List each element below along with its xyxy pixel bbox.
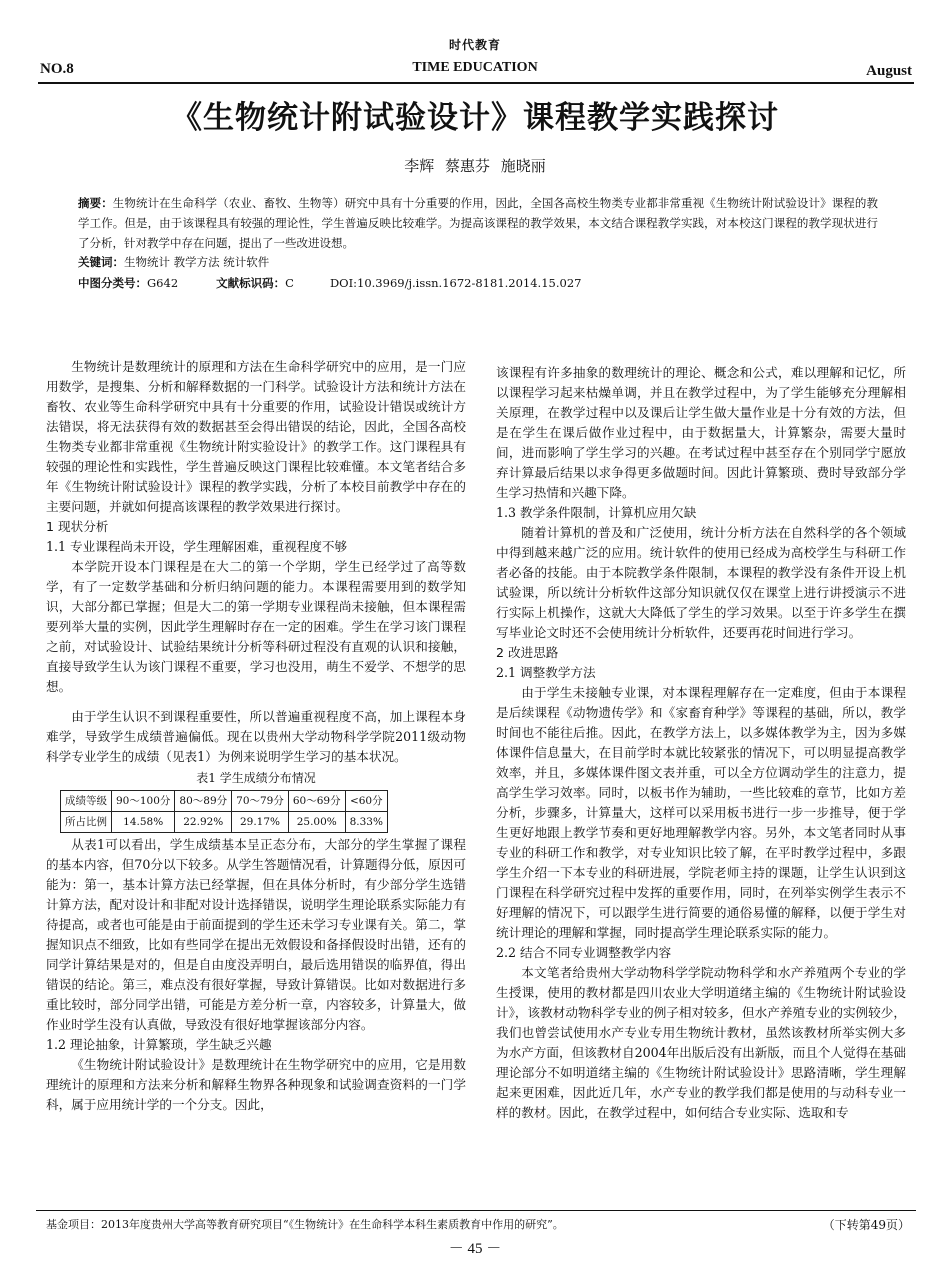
table-cell: 29.17% [232, 812, 289, 833]
abstract [78, 193, 878, 253]
journal-name-en: TIME EDUCATION [412, 60, 538, 75]
subsection-heading-1-1: 1.1 专业课程尚未开设，学生理解困难，重视程度不够 [46, 539, 348, 554]
table-row [61, 812, 388, 833]
table-cell: 70～79分 [232, 791, 289, 812]
doi: DOI:10.3969/j.issn.1672-8181.2014.15.027 [329, 276, 582, 290]
table-row [61, 791, 388, 812]
body-paragraph: 本学院开设本门课程是在大二的第一个学期，学生已经学过了高等数学，有了一定数学基础和分析归纳问题的能力。本课程需要用到的数学知识，大部分都已掌握；但是大二的第一学期专业课程尚未接触，但本课程需要列举大量的实例，因此学生理解时存在一定的困难。学生在学习该门课程之前，对试验设计、试验结果统计分析等科研过程没有直观的认识和接触，直接导致学生认为该门课程不重要，学习也没用，萌生不爱学、不想学的思想。 [46, 559, 466, 694]
funding-note: 基金项目：2013年度贵州大学高等教育研究项目“《生物统计》在生命科学本科生素质教育中作用的研究”。 [46, 1218, 564, 1231]
abstract-text: 生物统计在生命科学（农业、畜牧、生物等）研究中具有十分重要的作用，因此，全国各高校生物类专业都非常重视《生物统计附试验设计》课程的教学工作。但是，由于该课程具有较强的理论性，学生普遍反映比较难学。为提高该课程的教学效果，本文结合课程教学实践，对本校这门课程的教学现状进行了分析，针对教学中存在问题，提出了一些改进设想。 [78, 196, 879, 250]
subsection-heading-1-3: 1.3 教学条件限制，计算机应用欠缺 [496, 505, 697, 520]
body-paragraph: 该课程有许多抽象的数理统计的理论、概念和公式，难以理解和记忆，所以课程学习起来枯燥单调，并且在教学过程中，为了学生能够充分理解相关原理，在教学过程中以及课后让学生做大量作业是十分有效的方法，但是在学生在课后做作业过程中，由于数据量大，计算繁杂，需要大量时间，进而影响了学生学习的兴趣。在考试过程中甚至存在个别同学宁愿放弃计算最后结果以求争得更多做题时间。因此计算繁琐、费时导致部分学生学习热情和兴趣下降。 [496, 365, 906, 500]
keywords [78, 254, 269, 270]
right-column [496, 363, 906, 1123]
page-number: － 45 － [448, 1241, 502, 1257]
table-cell: 25.00% [288, 812, 345, 833]
intro-paragraph: 生物统计是数理统计的原理和方法在生命科学研究中的应用，是一门应用数学，是搜集、分析和解释数据的一门科学。试验设计方法和统计方法在畜牧、农业等生命科学研究中具有十分重要的作用，试验设计错误或统计方法错误，将无法获得有效的数据甚至会得出错误的结论，因此，全国各高校生物类专业都非常重视《生物统计附实验设计》的教学工作。这门课程具有较强的理论性和实践性，学生普遍反映这门课程比较难懂。本文笔者结合多年《生物统计附试验设计》课程的教学实践，分析了本校目前教学中存在的主要问题，并就如何提高该课程的教学效果进行探讨。 [46, 359, 466, 514]
header-divider [38, 82, 914, 84]
subsection-heading-1-2: 1.2 理论抽象，计算繁琐，学生缺乏兴趣 [46, 1037, 272, 1052]
table-cell: 成绩等级 [61, 791, 112, 812]
authors: 李辉 蔡惠芬 施晓丽 [404, 157, 546, 175]
doc-code-label: 文献标识码： [216, 276, 286, 290]
clc-label: 中图分类号： [78, 276, 147, 290]
keywords-text: 生物统计 教学方法 统计软件 [124, 255, 270, 269]
continued-note: （下转第49页） [822, 1218, 910, 1232]
table-cell: <60分 [345, 791, 387, 812]
body-paragraph: 从表1可以看出，学生成绩基本呈正态分布，大部分的学生掌握了课程的基本内容，但70分以下较多。从学生答题情况看，计算题得分低，原因可能为：第一，基本计算方法已经掌握，但在具体分析时，有少部分学生选错计算方法，配对设计和非配对设计选择错误，说明学生理论联系实际能力有待提高，或者也可能是由于前面提到的学生还未学习专业课有关。第二，掌握知识点不细致，比如有些同学在提出无效假设和备择假设时出错，还有的同学计算结果是对的，但是自由度没弄明白，最后选用错误的临界值，得出错误的结论。第三，难点没有很好掌握，导致计算错误。比如对数据进行多重比较时，部分同学出错，可能是方差分析一章，内容较多，计算量大，做作业时学生没有认真做，导致没有很好地掌握该部分内容。 [46, 837, 466, 1032]
grade-distribution-table [60, 790, 388, 833]
left-column [46, 357, 466, 1115]
body-paragraph: 本文笔者给贵州大学动物科学学院动物科学和水产养殖两个专业的学生授课，使用的教材都是四川农业大学明道绪主编的《生物统计附试验设计》，该教材动物科学专业的例子相对较多，但水产养殖专业的实例较少，我们也曾尝试使用水产专业专用生物统计教材，虽然该教材所举实例大多为水产方面，但该教材自2004年出版后没有出新版，而且个人觉得在基础理论部分不如明道绪主编的《生物统计附试验设计》思路清晰，学生理解起来更困难，因此近几年，水产专业的教学我们都是使用的与动科专业一样的教材。因此，在教学过程中，如何结合专业实际、选取和专 [496, 965, 906, 1120]
abstract-label: 摘要： [78, 196, 113, 210]
subsection-heading-2-1: 2.1 调整教学方法 [496, 665, 596, 680]
table-cell: 90～100分 [112, 791, 175, 812]
keywords-label: 关键词： [78, 255, 124, 269]
footer-divider [36, 1210, 916, 1211]
clc-value: G642 [147, 276, 179, 290]
body-paragraph: 《生物统计附试验设计》是数理统计在生物学研究中的应用，它是用数理统计的原理和方法来分析和解释生物界各种现象和试验调查资料的一门学科，属于应用统计学的一个分支。因此， [46, 1057, 466, 1112]
doc-code-value: C [285, 276, 294, 290]
body-paragraph: 由于学生认识不到课程重要性，所以普遍重视程度不高，加上课程本身难学，导致学生成绩普遍偏低。现在以贵州大学动物科学学院2011级动物科学专业学生的成绩（见表1）为例来说明学生学习的基本状况。 [46, 709, 466, 764]
subsection-heading-2-2: 2.2 结合不同专业调整教学内容 [496, 945, 672, 960]
section-heading-1: 1 现状分析 [46, 519, 109, 534]
table-cell: 22.92% [175, 812, 232, 833]
article-title: 《生物统计附试验设计》课程教学实践探讨 [171, 100, 779, 136]
section-heading-2: 2 改进思路 [496, 645, 559, 660]
table-cell: 14.58% [112, 812, 175, 833]
body-paragraph: 随着计算机的普及和广泛使用，统计分析方法在自然科学的各个领域中得到越来越广泛的应用。统计软件的使用已经成为高校学生与科研工作者必备的技能。由于本院教学条件限制，本课程的教学没有条件开设上机试验课，所以统计分析软件这部分知识就仅仅在课堂上进行讲授演示不进行实际上机操作，这就大大降低了学生的学习效果。以至于许多学生在撰写毕业论文时还不会使用统计分析软件，还要再花时间进行学习。 [496, 525, 906, 640]
classification-line [78, 275, 581, 291]
issue-number: NO.8 [40, 61, 74, 77]
journal-name-cn: 时代教育 [448, 38, 501, 52]
issue-month: August [866, 63, 912, 79]
table-cell: 所占比例 [61, 812, 112, 833]
body-paragraph: 由于学生未接触专业课，对本课程理解存在一定难度，但由于本课程是后续课程《动物遗传学》和《家畜育种学》等课程的基础，所以，教学时间也不能往后推。因此，在教学方法上，以多媒体教学为主，因为多媒体课件信息量大，在目前学时本就比较紧张的情况下，可以明显提高教学效率，并且，多媒体课件图文表并重，可以全方位调动学生的注意力，提高学生学习效率。同时，以板书作为辅助，一些比较难的章节，比如方差分析，步骤多，计算量大，这样可以采用板书进行一步一步推导，便于学生更好地跟上教学节奏和更好地理解教学内容。另外，本文笔者同时从事专业的科研工作和教学，对专业知识比较了解，在平时教学过程中，多跟学生介绍一下本专业的科研进展，学院老师主持的课题，让学生认识到这门课程在科学研究过程中发挥的重要作用，同时，在列举实例学生表示不好理解的情况下，可以跟学生进行简要的通俗易懂的解释，以便于学生对统计理论的理解和掌握，同时提高学生理论联系实际的能力。 [496, 685, 906, 940]
table-cell: 80～89分 [175, 791, 232, 812]
table-title: 表1 学生成绩分布情况 [196, 771, 316, 785]
table-cell: 60～69分 [288, 791, 345, 812]
table-cell: 8.33% [345, 812, 387, 833]
